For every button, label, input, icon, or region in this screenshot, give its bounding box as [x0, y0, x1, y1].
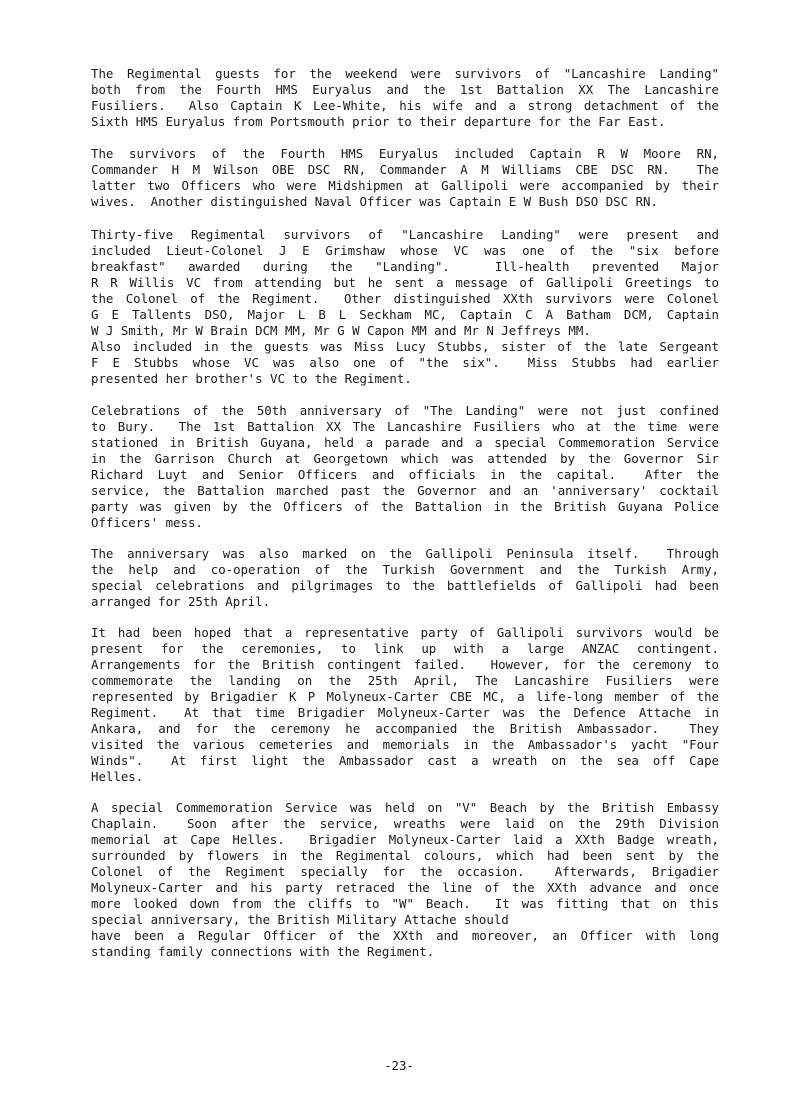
text-line: R R Willis VC from attending but he sent a message of Gallipoli Greetings to	[91, 275, 719, 290]
text-line: Winds". At first light the Ambassador cast a wreath on the sea off Cape	[91, 753, 719, 768]
text-line: present for the ceremonies, to link up with a large ANZAC contingent.	[91, 641, 719, 656]
page-number: -23-	[384, 1058, 414, 1073]
text-line: The survivors of the Fourth HMS Euryalus included Captain R W Moore RN,	[91, 146, 719, 161]
text-line: F E Stubbs whose VC was also one of "the six". Miss Stubbs had earlier	[91, 355, 719, 370]
text-line: the Colonel of the Regiment. Other distinguished XXth survivors were Colonel	[91, 291, 719, 306]
text-line: in the Garrison Church at Georgetown which was attended by the Governor Sir	[91, 451, 719, 466]
text-line: It had been hoped that a representative party of Gallipoli survivors would be	[91, 625, 719, 640]
text-line: Sixth HMS Euryalus from Portsmouth prior to their departure for the Far East.	[91, 114, 666, 129]
text-line: Also included in the guests was Miss Lucy Stubbs, sister of the late Sergeant	[91, 339, 719, 354]
paragraph-1	[91, 66, 719, 130]
text-line: special anniversary, the British Military Attache should	[91, 912, 509, 927]
text-line: Fusiliers. Also Captain K Lee-White, his wife and a strong detachment of the	[91, 98, 719, 113]
paragraph-2	[91, 146, 719, 210]
text-line: the help and co-operation of the Turkish Government and the Turkish Army,	[91, 562, 719, 577]
text-line: breakfast" awarded during the "Landing". Ill-health prevented Major	[91, 259, 719, 274]
text-line: Arrangements for the British contingent failed. However, for the ceremony to	[91, 657, 719, 672]
text-line: G E Tallents DSO, Major L B L Seckham MC, Captain C A Batham DCM, Captain	[91, 307, 719, 322]
text-line: memorial at Cape Helles. Brigadier Molyneux-Carter laid a XXth Badge wreath,	[91, 832, 719, 847]
text-line: visited the various cemeteries and memorials in the Ambassador's yacht "Four	[91, 737, 719, 752]
text-line: Regiment. At that time Brigadier Molyneux-Carter was the Defence Attache in	[91, 705, 719, 720]
text-line: The anniversary was also marked on the Gallipoli Peninsula itself. Through	[91, 546, 719, 561]
paragraph-3	[91, 227, 719, 387]
text-line: standing family connections with the Regiment.	[91, 944, 435, 959]
text-line: The Regimental guests for the weekend were survivors of "Lancashire Landing"	[91, 66, 719, 81]
text-line: stationed in British Guyana, held a parade and a special Commemoration Service	[91, 435, 719, 450]
text-line: Colonel of the Regiment specially for the occasion. Afterwards, Brigadier	[91, 864, 719, 879]
text-line: special celebrations and pilgrimages to the battlefields of Gallipoli had been	[91, 578, 719, 593]
text-line: Officers' mess.	[91, 515, 203, 530]
text-line: Ankara, and for the ceremony he accompanied the British Ambassador. They	[91, 721, 719, 736]
text-line: represented by Brigadier K P Molyneux-Carter CBE MC, a life-long member of the	[91, 689, 719, 704]
text-line: Chaplain. Soon after the service, wreaths were laid on the 29th Division	[91, 816, 719, 831]
text-line: service, the Battalion marched past the Governor and an 'anniversary' cocktail	[91, 483, 719, 498]
text-line: have been a Regular Officer of the XXth and moreover, an Officer with long	[91, 928, 719, 943]
text-line: commemorate the landing on the 25th April, The Lancashire Fusiliers were	[91, 673, 719, 688]
paragraph-4	[91, 403, 719, 531]
text-line: Commander H M Wilson OBE DSC RN, Commander A M Williams CBE DSC RN. The	[91, 162, 719, 177]
text-line: presented her brother's VC to the Regiment.	[91, 371, 412, 386]
text-line: to Bury. The 1st Battalion XX The Lancashire Fusiliers who at the time were	[91, 419, 719, 434]
paragraph-7	[91, 800, 719, 960]
text-line: Molyneux-Carter and his party retraced the line of the XXth advance and once	[91, 880, 719, 895]
text-line: included Lieut-Colonel J E Grimshaw whose VC was one of the "six before	[91, 243, 719, 258]
text-line: party was given by the Officers of the Battalion in the British Guyana Police	[91, 499, 719, 514]
text-line: both from the Fourth HMS Euryalus and the 1st Battalion XX The Lancashire	[91, 82, 719, 97]
text-line: wives. Another distinguished Naval Officer was Captain E W Bush DSO DSC RN.	[91, 194, 658, 209]
text-line: arranged for 25th April.	[91, 594, 271, 609]
text-line: Helles.	[91, 769, 144, 784]
text-line: more looked down from the cliffs to "W" Beach. It was fitting that on this	[91, 896, 719, 911]
text-line: Thirty-five Regimental survivors of "Lancashire Landing" were present and	[91, 227, 719, 242]
paragraph-5	[91, 546, 719, 610]
text-line: latter two Officers who were Midshipmen at Gallipoli were accompanied by their	[91, 178, 719, 193]
text-line: Richard Luyt and Senior Officers and officials in the capital. After the	[91, 467, 719, 482]
paragraph-6	[91, 625, 719, 785]
text-line: surrounded by flowers in the Regimental colours, which had been sent by the	[91, 848, 719, 863]
text-line: A special Commemoration Service was held on "V" Beach by the British Embassy	[91, 800, 719, 815]
text-line: Celebrations of the 50th anniversary of "The Landing" were not just confined	[91, 403, 719, 418]
text-line: W J Smith, Mr W Brain DCM MM, Mr G W Capon MM and Mr N Jeffreys MM.	[91, 323, 591, 338]
